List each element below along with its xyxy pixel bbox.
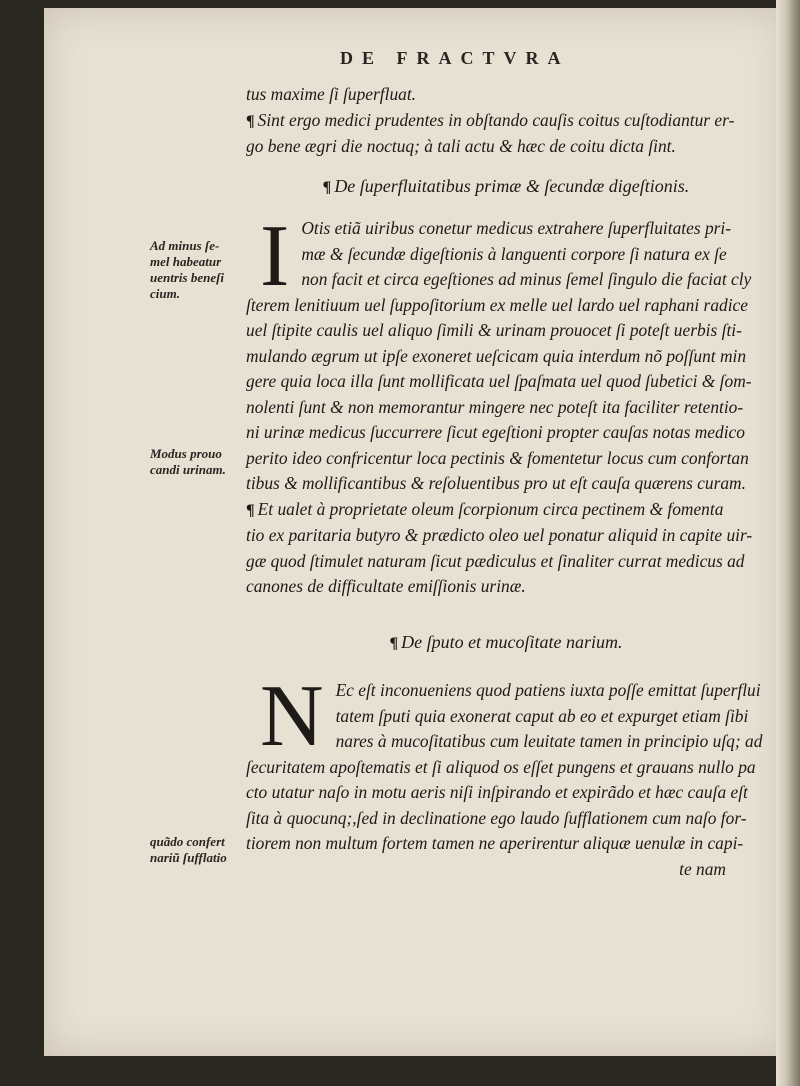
text-line: Ec eſt inconueniens quod patiens iuxta poſſe emittat ſuperflui (335, 680, 761, 700)
text-line: gere quia loca illa ſunt mollificata uel ſpaſmata uel quod ſubetici & ſom- (246, 371, 752, 391)
text-line: tiorem non multum fortem tamen ne aperirentur aliquæ uenulæ in capi- (246, 833, 744, 853)
text-line: uel ſtipite caulis uel aliquo ſimili & urinam prouocet ſi poteſt uerbis ſti- (246, 320, 742, 340)
catchword: te nam (679, 858, 726, 879)
margin-note-nose: quãdo confert nariũ ſufflatio (150, 834, 227, 865)
text-line: ¶ Et ualet à proprietate oleum ſcorpionum circa pectinem & fomenta (246, 498, 724, 519)
text-line: canones de difficultate emiſſionis urinæ. (246, 576, 526, 596)
text-line: ſecuritatem apoſtematis et ſi aliquod os eſſet pungens et grauans nullo pa (246, 756, 756, 777)
text-line: nolenti ſunt & non memorantur mingere nec poteſt ita faciliter retentio- (246, 396, 744, 417)
page-edge (776, 0, 800, 1086)
margin-note-urine: Modus prouo candi urinam. (150, 446, 226, 477)
text-line: gæ quod ſtimulet naturam ſicut pædiculus et ſinaliter currat medicus ad (246, 550, 745, 571)
text-line: tatem ſputi quia exonerat caput ab eo et expurget etiam ſibi (335, 705, 749, 726)
text-line: Otis etiã uiribus conetur medicus extrahere ſuperfluitates pri- (301, 218, 732, 238)
text-line: go bene ægri die noctuq; à tali actu & hæc de coitu dicta ſint. (246, 136, 676, 156)
text-line: perito ideo confricentur loca pectinis & fomentetur locus cum confortan (246, 447, 749, 468)
text-line: ſterem lenitiuum uel ſuppoſitorium ex melle uel lardo uel raphani radice (246, 294, 748, 315)
drop-cap-I: I (260, 208, 290, 305)
margin-note-purgation: Ad minus ſe- mel habeatur uentris beneſi cium. (150, 238, 225, 301)
text-line: nares à mucoſitatibus cum leuitate tamen in principio uſq; ad (335, 731, 763, 751)
section-heading-superfluities: ¶ De ſuperfluitatibus primæ & ſecundæ digeſtionis. (322, 175, 690, 196)
pilcrow-icon: ¶ (322, 178, 332, 196)
pilcrow-icon: ¶ (246, 112, 255, 130)
text-line: tus maxime ſi ſuperfluat. (246, 84, 417, 104)
text-line: non facit et circa egeſtiones ad minus ſemel ſingulo die faciat cly (301, 269, 752, 289)
running-head: DE FRACTVRA (340, 48, 570, 68)
text-line: tio ex paritaria butyro & prædicto oleo uel ponatur aliquid in capite uir- (246, 525, 753, 545)
main-text (246, 82, 766, 882)
text-line: cto utatur naſo in motu aeris niſi inſpirando et expirãdo et hæc cauſa eſt (246, 782, 748, 802)
text-line: tibus & mollificantibus & reſoluentibus pro ut eſt cauſa quærens curam. (246, 473, 746, 493)
pilcrow-icon: ¶ (246, 501, 255, 519)
section-heading-sputum: ¶ De ſputo et mucoſitate narium. (389, 631, 623, 652)
text-line: mulando ægrum ut ipſe exoneret ueſcicam quia interdum nõ poſſunt min (246, 345, 747, 366)
text-line: ſita à quocunq;,ſed in declinatione ego laudo ſufflationem cum naſo for- (246, 807, 747, 828)
section-sputum-body (246, 668, 766, 882)
text-line: ¶ Sint ergo medici prudentes in obſtando cauſis coitus cuſtodiantur er- (246, 109, 735, 130)
section-superfluities-body (246, 208, 766, 600)
text-line: mæ & ſecundæ digeſtionis à languenti corpore ſi natura ex ſe (301, 243, 727, 264)
drop-cap-N: N (260, 668, 324, 765)
pilcrow-icon: ¶ (389, 634, 399, 652)
text-line: ni urinæ medicus ſuccurrere ſicut egeſtioni propter cauſas notas medico (246, 422, 745, 442)
